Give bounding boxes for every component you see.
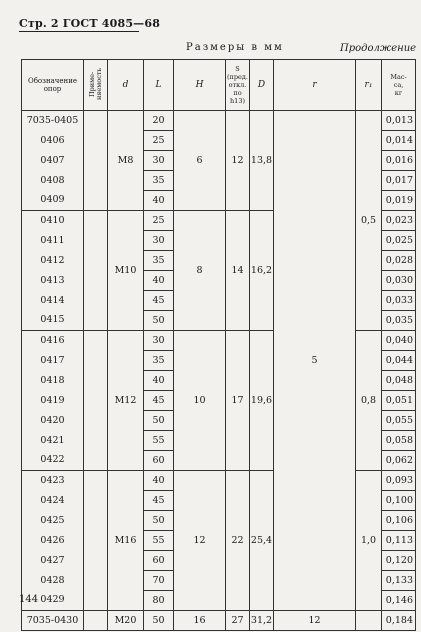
cell-d: M8 <box>108 111 144 211</box>
cell-l: 30 <box>144 151 174 171</box>
cell-s: 22 <box>226 471 250 611</box>
cell-application <box>84 231 108 251</box>
cell-l: 30 <box>144 231 174 251</box>
cell-code: 0413 <box>22 271 84 291</box>
cell-code: 0427 <box>22 551 84 571</box>
cell-application <box>84 531 108 551</box>
table-row <box>22 331 416 351</box>
table-row <box>22 471 416 491</box>
cell-application <box>84 591 108 611</box>
continuation-label: Продолжение <box>340 43 417 54</box>
cell-l: 40 <box>144 271 174 291</box>
cell-l: 45 <box>144 491 174 511</box>
cell-mass: 0,028 <box>382 251 416 271</box>
cell-code: 0422 <box>22 451 84 471</box>
cell-code: 0407 <box>22 151 84 171</box>
cell-code: 0411 <box>22 231 84 251</box>
cell-r: 12 <box>274 611 356 631</box>
header-r: r <box>274 60 356 111</box>
cell-l: 20 <box>144 111 174 131</box>
cell-mass: 0,093 <box>382 471 416 491</box>
page-header-reference: Стр. 2 ГОСТ 4085—68 <box>19 17 161 30</box>
cell-l: 35 <box>144 251 174 271</box>
header-code: Обозначение опор <box>22 60 84 111</box>
cell-s: 14 <box>226 211 250 331</box>
cell-application <box>84 151 108 171</box>
cell-code: 0424 <box>22 491 84 511</box>
cell-l: 50 <box>144 311 174 331</box>
table-body <box>22 111 416 631</box>
cell-mass: 0,033 <box>382 291 416 311</box>
cell-code: 0425 <box>22 511 84 531</box>
cell-application <box>84 371 108 391</box>
cell-application <box>84 431 108 451</box>
cell-r: 5 <box>274 111 356 611</box>
dimensions-table <box>21 59 416 631</box>
cell-l: 40 <box>144 191 174 211</box>
cell-mass: 0,058 <box>382 431 416 451</box>
cell-l: 50 <box>144 511 174 531</box>
cell-application <box>84 311 108 331</box>
cell-code: 0419 <box>22 391 84 411</box>
cell-l: 30 <box>144 331 174 351</box>
cell-code: 0429 <box>22 591 84 611</box>
cell-application <box>84 451 108 471</box>
cell-l: 40 <box>144 371 174 391</box>
cell-dd: 31,2 <box>250 611 274 631</box>
header-application <box>84 60 108 111</box>
cell-mass: 0,184 <box>382 611 416 631</box>
cell-mass: 0,025 <box>382 231 416 251</box>
cell-application <box>84 331 108 351</box>
cell-l: 25 <box>144 211 174 231</box>
cell-application <box>84 291 108 311</box>
cell-s: 12 <box>226 111 250 211</box>
cell-r1: 0,5 <box>356 111 382 331</box>
cell-code: 7035-0405 <box>22 111 84 131</box>
header-d: d <box>108 60 144 111</box>
cell-mass: 0,035 <box>382 311 416 331</box>
cell-l: 50 <box>144 611 174 631</box>
cell-mass: 0,146 <box>382 591 416 611</box>
cell-mass: 0,120 <box>382 551 416 571</box>
cell-code: 0418 <box>22 371 84 391</box>
cell-mass: 0,030 <box>382 271 416 291</box>
cell-application <box>84 271 108 291</box>
cell-h: 8 <box>174 211 226 331</box>
cell-s: 17 <box>226 331 250 471</box>
cell-h: 6 <box>174 111 226 211</box>
cell-code: 0426 <box>22 531 84 551</box>
cell-r1: 1,0 <box>356 471 382 611</box>
cell-application <box>84 511 108 531</box>
cell-mass: 0,133 <box>382 571 416 591</box>
cell-mass: 0,113 <box>382 531 416 551</box>
cell-code: 0412 <box>22 251 84 271</box>
header-h: H <box>174 60 226 111</box>
cell-code: 0423 <box>22 471 84 491</box>
cell-mass: 0,051 <box>382 391 416 411</box>
cell-application <box>84 251 108 271</box>
cell-h: 16 <box>174 611 226 631</box>
cell-application <box>84 411 108 431</box>
cell-l: 55 <box>144 531 174 551</box>
cell-l: 55 <box>144 431 174 451</box>
table-header-row <box>22 60 416 111</box>
cell-l: 70 <box>144 571 174 591</box>
cell-code: 0409 <box>22 191 84 211</box>
cell-code: 0415 <box>22 311 84 331</box>
cell-s: 27 <box>226 611 250 631</box>
cell-dd: 25,4 <box>250 471 274 611</box>
cell-mass: 0,014 <box>382 131 416 151</box>
cell-mass: 0,013 <box>382 111 416 131</box>
cell-mass: 0,100 <box>382 491 416 511</box>
cell-mass: 0,044 <box>382 351 416 371</box>
header-mass: Мас- са, кг <box>382 60 416 111</box>
cell-code: 0420 <box>22 411 84 431</box>
cell-application <box>84 491 108 511</box>
cell-application <box>84 391 108 411</box>
cell-l: 35 <box>144 171 174 191</box>
header-underline <box>19 31 139 32</box>
cell-mass: 0,055 <box>382 411 416 431</box>
cell-h: 10 <box>174 331 226 471</box>
cell-mass: 0,106 <box>382 511 416 531</box>
cell-mass: 0,023 <box>382 211 416 231</box>
cell-mass: 0,062 <box>382 451 416 471</box>
dimensions-title: Размеры в мм <box>186 42 284 53</box>
cell-mass: 0,016 <box>382 151 416 171</box>
cell-code: 0421 <box>22 431 84 451</box>
cell-application <box>84 131 108 151</box>
cell-code: 0417 <box>22 351 84 371</box>
cell-dd: 19,6 <box>250 331 274 471</box>
cell-l: 60 <box>144 551 174 571</box>
cell-h: 12 <box>174 471 226 611</box>
cell-application <box>84 611 108 631</box>
cell-application <box>84 191 108 211</box>
page-number: 144 <box>19 594 39 605</box>
cell-l: 45 <box>144 391 174 411</box>
table-row <box>22 111 416 131</box>
cell-l: 40 <box>144 471 174 491</box>
header-application-label: Приме- няемость <box>87 67 103 101</box>
cell-application <box>84 351 108 371</box>
cell-l: 50 <box>144 411 174 431</box>
cell-code: 0406 <box>22 131 84 151</box>
header-r1: r₁ <box>356 60 382 111</box>
header-l: L <box>144 60 174 111</box>
cell-d: M10 <box>108 211 144 331</box>
cell-l: 25 <box>144 131 174 151</box>
cell-d: M20 <box>108 611 144 631</box>
cell-code: 0410 <box>22 211 84 231</box>
cell-application <box>84 571 108 591</box>
cell-r1 <box>356 611 382 631</box>
cell-dd: 16,2 <box>250 211 274 331</box>
cell-dd: 13,8 <box>250 111 274 211</box>
cell-code: 0416 <box>22 331 84 351</box>
cell-code: 0414 <box>22 291 84 311</box>
cell-code: 7035-0430 <box>22 611 84 631</box>
cell-application <box>84 171 108 191</box>
cell-l: 45 <box>144 291 174 311</box>
cell-r1: 0,8 <box>356 331 382 471</box>
cell-l: 35 <box>144 351 174 371</box>
header-dd: D <box>250 60 274 111</box>
cell-application <box>84 111 108 131</box>
cell-d: M12 <box>108 331 144 471</box>
cell-mass: 0,040 <box>382 331 416 351</box>
cell-application <box>84 471 108 491</box>
cell-code: 0408 <box>22 171 84 191</box>
header-s: S (пред. откл. по h13) <box>226 60 250 111</box>
cell-mass: 0,019 <box>382 191 416 211</box>
cell-application <box>84 551 108 571</box>
cell-application <box>84 211 108 231</box>
cell-mass: 0,017 <box>382 171 416 191</box>
cell-d: M16 <box>108 471 144 611</box>
table-row <box>22 611 416 631</box>
cell-l: 80 <box>144 591 174 611</box>
cell-code: 0428 <box>22 571 84 591</box>
cell-l: 60 <box>144 451 174 471</box>
cell-mass: 0,048 <box>382 371 416 391</box>
